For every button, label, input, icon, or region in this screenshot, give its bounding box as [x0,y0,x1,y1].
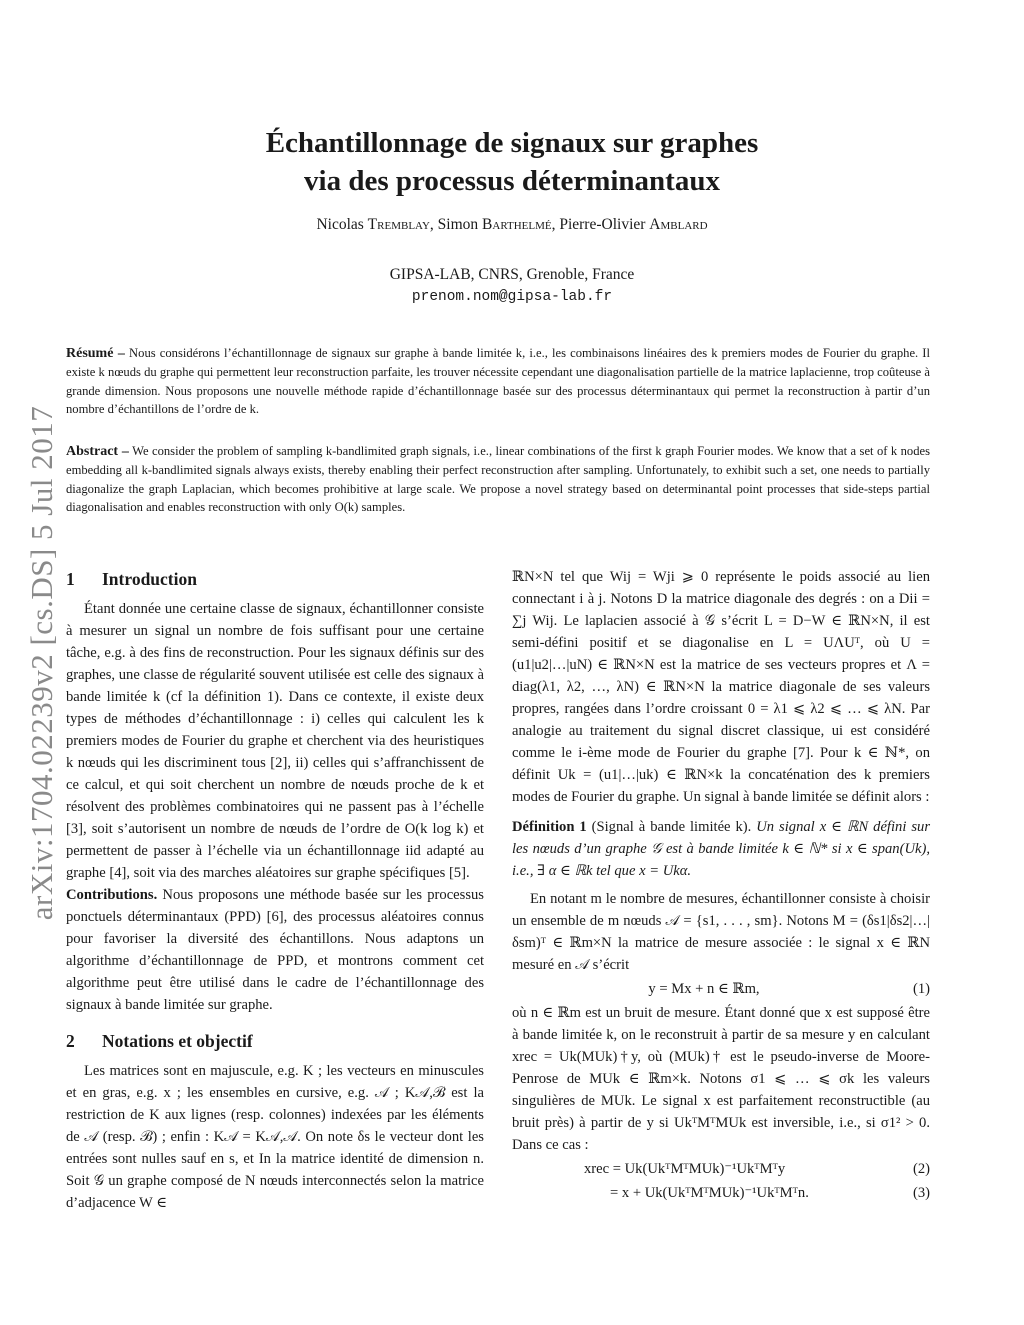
contributions-text: Nous proposons une méthode basée sur les processus ponctuels déterminantaux (PPD) [6], des processus aléatoires connus pour favoriser la diversité des échantillons. Nous adaptons un algorithme d’échantillonnage de PPD, et montrons comment cet algorithme peut être utilisé dans le cadre de l’échantillonnage des signaux à bande limitée sur graphe. [66,887,484,1013]
equation-2 [512,1158,930,1180]
equation-3 [512,1182,930,1204]
author-list: Nicolas Tremblay, Simon Barthelmé, Pierre-Olivier Amblard [316,216,708,233]
sampling-paragraph: En notant m le nombre de mesures, échantillonner consiste à choisir un ensemble de m nœuds 𝒜 = {s1, . . . , sm}. Notons M = (δs1|δs2|…|δsm)ᵀ ∈ ℝm×N la matrice de mesure associée : le signal x ∈ ℝN mesuré en 𝒜 s’écrit [512,891,930,973]
equation-1 [512,978,930,1000]
notations-paragraph: Les matrices sont en majuscule, e.g. K ; les vecteurs en minuscules et en gras, e.g. x ; les ensembles en cursive, e.g. 𝒜 ; K𝒜,ℬ est la restriction de K aux lignes (resp. colonnes) indexées par les éléments de 𝒜 (resp. ℬ) ; enfin : K𝒜 = K𝒜,𝒜. On note δs le vecteur dont les entrées sont nulles sauf en s, et In la matrice identité de dimension n. Soit 𝒢 un graphe composé de N nœuds interconnectés selon la matrice d’adjacence W ∈ [66,1063,484,1211]
contributions-label: Contributions. [66,887,158,903]
author-last: Barthelmé [482,216,552,233]
right-column [512,566,930,1206]
title-line-1: Échantillonnage de signaux sur graphes [265,127,759,159]
affiliation-lab: GIPSA-LAB, CNRS, Grenoble, France [389,266,635,283]
definition-paren: (Signal à bande limitée k). [586,819,757,835]
laplacian-paragraph: ℝN×N tel que Wij = Wji ⩾ 0 représente le poids associé au lien connectant i à j. Notons D la matrice diagonale des degrés : on a Dii = ∑j Wij. Le laplacien associé à 𝒢 s’écrit L = D−W ∈ ℝN×N, il est semi-défini positif et se diagonalise en L = UΛUᵀ, où U = (u1|u2|…|uN) ∈ ℝN×N est la matrice de ses vecteurs propres et Λ = diag(λ1, λ2, …, λN) ∈ ℝN×N la matrice diagonale de ses valeurs propres, rangées dans l’ordre croissant 0 = λ1 ⩽ λ2 ⩽ … ⩽ λN. Par analogie au traitement du signal discret classique, ui est considéré comme le i-ème mode de Fourier du graphe [7]. Pour k ∈ ℕ*, on définit Uk = (u1|…|uk) ∈ ℝN×k la concaténation des k premiers modes de Fourier du graphe. Un signal à bande limitée se définit alors : [512,569,930,805]
equation-body: y = Mx + n ∈ ℝm, [648,981,760,997]
section-title: Introduction [102,569,197,589]
equation-body: xrec = Uk(UkᵀMᵀMUk)⁻¹UkᵀMᵀy [584,1161,786,1177]
section-number: 2 [66,1031,75,1051]
section-heading-introduction [66,566,484,592]
definition-1 [512,816,930,882]
definition-label: Définition 1 [512,819,587,835]
abstract-block [66,442,930,516]
arxiv-identifier: arXiv:1704.02239v2 [cs.DS] 5 Jul 2017 [24,405,60,921]
equation-body: = x + Uk(UkᵀMᵀMUk)⁻¹UkᵀMᵀn. [610,1185,809,1201]
arxiv-stamp [20,378,64,948]
resume-label: Résumé – [66,346,125,361]
left-column [66,566,484,1214]
section-heading-notations [66,1028,484,1054]
paper-title [0,124,1024,200]
contributions-paragraph [66,884,484,1016]
section-title: Notations et objectif [102,1031,253,1051]
equation-number: (1) [912,981,930,997]
resume-text: Nous considérons l’échantillonnage de signaux sur graphe à bande limitée k, i.e., les combinaisons linéaires des k premiers modes de Fourier du graphe. Il existe k nœuds du graphe qui permettent leur reconstruction parfaite, les trouver nécessite cependant une diagonalisation partielle de la matrice laplacienne, trop coûteuse à grande dimension. Nous proposons une nouvelle méthode rapide d’échantillonnage basée sur des processus déterminantaux qui permet la reconstruction à partir d’un nombre d’échantillons de l’ordre de k. [66,346,931,416]
reconstruction-paragraph: où n ∈ ℝm est un bruit de mesure. Étant donné que x est supposé être à bande limitée k, on le reconstruit à partir de sa mesure y en calculant xrec = Uk(MUk)†y, où (MUk)† est le pseudo-inverse de Moore-Penrose de MUk ∈ ℝm×k. Notons σ1 ⩽ … ⩽ σk les valeurs singulières de MUk. Le signal x est parfaitement reconstructible (au bruit près) à partir de y si UkᵀMᵀMUk est inversible, i.e., si σ1² > 0. Dans ce cas : [512,1005,930,1153]
author-first: Simon [437,216,479,233]
section-number: 1 [66,569,75,589]
affiliation [0,264,1024,308]
affiliation-email: prenom.nom@gipsa-lab.fr [411,289,613,305]
definition-text: Un signal x ∈ ℝN défini sur les nœuds d’un graphe 𝒢 est à bande limitée k ∈ ℕ* si x ∈ span(Uk), i.e., ∃ α ∈ ℝk tel que x = Ukα. [512,819,931,879]
equation-number: (3) [912,1185,930,1201]
title-line-2: via des processus déterminantaux [304,165,720,197]
abstract-label: Abstract – [66,444,129,459]
author-last: Tremblay [367,216,430,233]
author-first: Nicolas [316,216,364,233]
author-last: Amblard [649,216,708,233]
intro-paragraph: Étant donnée une certaine classe de signaux, échantillonner consiste à mesurer un signal un nombre de fois suffisant pour une certaine tâche, e.g. à des fins de reconstruction. Pour les signaux définis sur des graphes, une classe de régularité souvent utilisée est celle des signaux à bande limitée k (cf la définition 1). Dans ce contexte, il existe deux types de méthodes d’échantillonnage : i) celles qui calculent les k premiers modes de Fourier du graphe et cherchent via des heuristiques k nœuds qui les discriminent tous [2], ii) celles qui s’affranchissent de ce calcul, et qui soit cherchent un nombre de nœuds proche de k et résolvent des problèmes combinatoires qui ne passent pas à l’échelle [3], soit s’autorisent un nombre de nœuds de l’ordre de O(k log k) et permettent de passer à l’échelle via un échantillonnage iid adapté au graphe [4], soit via des marches aléatoires sur graphe spécifiques [5]. [66,601,484,881]
author-first: Pierre-Olivier [559,216,646,233]
resume-block [66,344,930,418]
abstract-text: We consider the problem of sampling k-bandlimited graph signals, i.e., linear combinations of the first k graph Fourier modes. We know that a set of k nodes embedding all k-bandlimited signals always exists, thereby enabling their perfect reconstruction after sampling. Unfortunately, to exhibit such a set, one needs to partially diagonalize the graph Laplacian, which becomes prohibitive at large scale. We propose a novel strategy based on determinantal point processes that side-steps partial diagonalisation and enables reconstruction with only O(k) samples. [66,444,930,514]
equation-number: (2) [912,1161,930,1177]
